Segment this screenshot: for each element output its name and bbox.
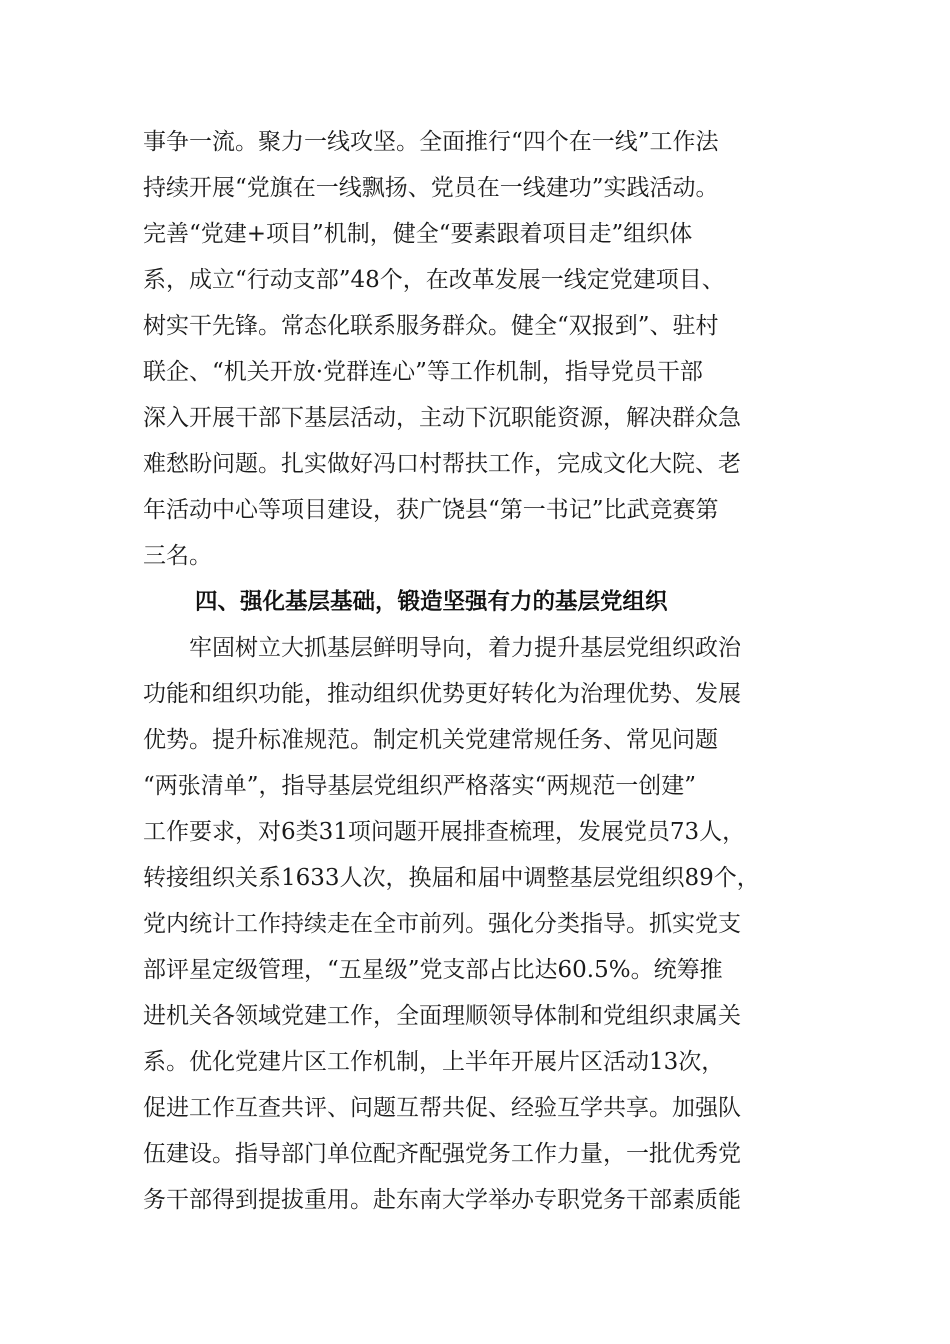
section-heading: 四、强化基层基础，锻造坚强有力的基层党组织 xyxy=(195,589,668,615)
text-line: 工作要求，对6类31项问题开展排查梳理，发展党员73人， xyxy=(143,819,746,845)
text-line: 树实干先锋。常态化联系服务群众。健全“双报到”、驻村 xyxy=(143,313,719,339)
text-line: 牢固树立大抓基层鲜明导向，着力提升基层党组织政治 xyxy=(143,635,741,661)
text-line: 三名。 xyxy=(143,543,212,569)
text-line: 系，成立“行动支部”48个，在改革发展一线定党建项目、 xyxy=(143,267,725,293)
text-line: 伍建设。指导部门单位配齐配强党务工作力量，一批优秀党 xyxy=(143,1141,741,1167)
text-line: “两张清单”，指导基层党组织严格落实“两规范一创建” xyxy=(143,773,697,799)
text-line: 持续开展“党旗在一线飘扬、党员在一线建功”实践活动。 xyxy=(143,175,719,201)
text-line: 部评星定级管理，“五星级”党支部占比达60.5%。统筹推 xyxy=(143,957,723,983)
text-line: 完善“党建+项目”机制，健全“要素跟着项目走”组织体 xyxy=(143,221,693,247)
text-line: 转接组织关系1633人次，换届和届中调整基层党组织89个， xyxy=(143,865,760,891)
text-line: 系。优化党建片区工作机制，上半年开展片区活动13次， xyxy=(143,1049,725,1075)
text-line: 进机关各领域党建工作，全面理顺领导体制和党组织隶属关 xyxy=(143,1003,741,1029)
text-line: 优势。提升标准规范。制定机关党建常规任务、常见问题 xyxy=(143,727,718,753)
text-line: 事争一流。聚力一线攻坚。全面推行“四个在一线”工作法 xyxy=(143,129,719,155)
text-line: 功能和组织功能，推动组织优势更好转化为治理优势、发展 xyxy=(143,681,741,707)
text-line: 党内统计工作持续走在全市前列。强化分类指导。抓实党支 xyxy=(143,911,741,937)
text-line: 促进工作互查共评、问题互帮共促、经验互学共享。加强队 xyxy=(143,1095,741,1121)
text-line: 难愁盼问题。扎实做好冯口村帮扶工作，完成文化大院、老 xyxy=(143,451,741,477)
text-line: 深入开展干部下基层活动，主动下沉职能资源，解决群众急 xyxy=(143,405,741,431)
text-line: 务干部得到提拔重用。赴东南大学举办专职党务干部素质能 xyxy=(143,1187,741,1213)
text-line: 联企、“机关开放·党群连心”等工作机制，指导党员干部 xyxy=(143,359,703,385)
text-line: 年活动中心等项目建设，获广饶县“第一书记”比武竞赛第 xyxy=(143,497,719,523)
